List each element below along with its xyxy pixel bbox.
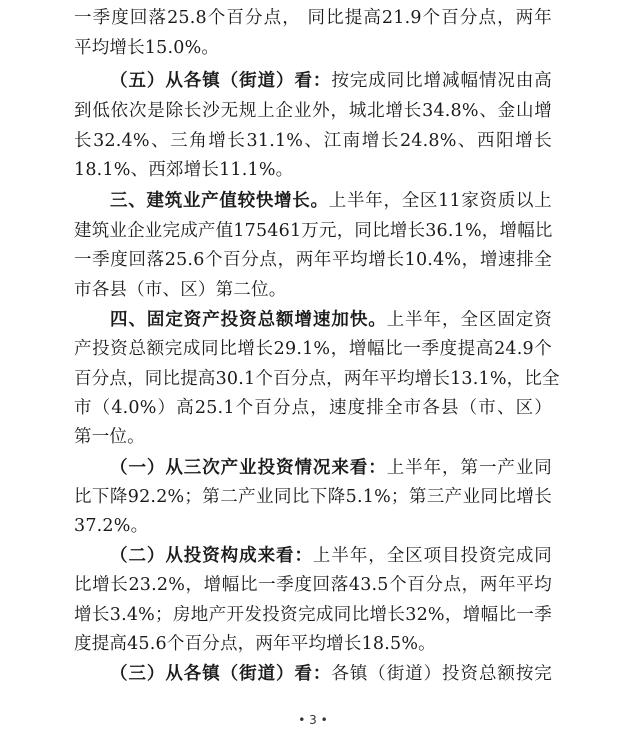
text-line: 市各县（市、区）第二位。 <box>74 280 287 300</box>
text-line: 度提高45.6个百分点，两年平均增长18.5%。 <box>74 634 436 654</box>
text-line: 37.2%。 <box>74 516 149 536</box>
text-line: 平均增长15.0%。 <box>74 38 220 58</box>
text-line: 一季度回落25.6个百分点，两年平均增长10.4%，增速排全 <box>74 250 552 270</box>
text-line: 百分点，同比提高30.1个百分点，两年平均增长13.1%，比全 <box>74 369 560 389</box>
page-number: • 3 • <box>298 713 328 727</box>
text-line: 比增长23.2%，增幅比一季度回落43.5个百分点，两年平均 <box>74 575 552 595</box>
text-line: 18.1%、西郊增长11.1%。 <box>74 160 294 180</box>
text-line: 第一位。 <box>74 427 145 447</box>
text-line: 到低依次是除长沙无规上企业外，城北增长34.8%、金山增 <box>74 101 552 121</box>
section-heading-line: （三）从各镇（街道）看：各镇（街道）投资总额按完 <box>110 664 552 684</box>
section-heading: （五）从各镇（街道）看： <box>110 71 332 91</box>
section-heading-line: 四、固定资产投资总额增速加快。上半年，全区固定资 <box>110 310 552 330</box>
section-heading: 三、建筑业产值较快增长。 <box>110 191 329 211</box>
text-line: 产投资总额完成同比增长29.1%，增幅比一季度提高24.9个 <box>74 339 552 359</box>
text-line: 比下降92.2%；第二产业同比下降5.1%；第三产业同比增长 <box>74 487 552 507</box>
text-line: 市（4.0%）高25.1个百分点，速度排全市各县（市、区） <box>74 398 552 418</box>
section-heading-line: （五）从各镇（街道）看：按完成同比增减幅情况由高 <box>110 71 552 91</box>
text-line: 一季度回落25.8个百分点， 同比提高21.9个百分点，两年 <box>74 8 552 28</box>
text-line: 长32.4%、三角增长31.1%、江南增长24.8%、西阳增长 <box>74 131 552 151</box>
section-heading: 四、固定资产投资总额增速加快。 <box>110 310 387 330</box>
text-line: 建筑业企业完成产值175461万元，同比增长36.1%，增幅比 <box>74 221 553 241</box>
section-heading-line: （一）从三次产业投资情况来看：上半年，第一产业同 <box>110 458 552 478</box>
section-heading: （一）从三次产业投资情况来看： <box>110 458 387 478</box>
section-heading: （三）从各镇（街道）看： <box>110 664 332 684</box>
text-line: 增长3.4%；房地产开发投资完成同比增长32%，增幅比一季 <box>74 605 552 625</box>
section-heading-line: 三、建筑业产值较快增长。上半年，全区11家资质以上 <box>110 191 552 211</box>
section-heading: （二）从投资构成来看： <box>110 546 313 566</box>
section-heading-line: （二）从投资构成来看：上半年，全区项目投资完成同 <box>110 546 552 566</box>
